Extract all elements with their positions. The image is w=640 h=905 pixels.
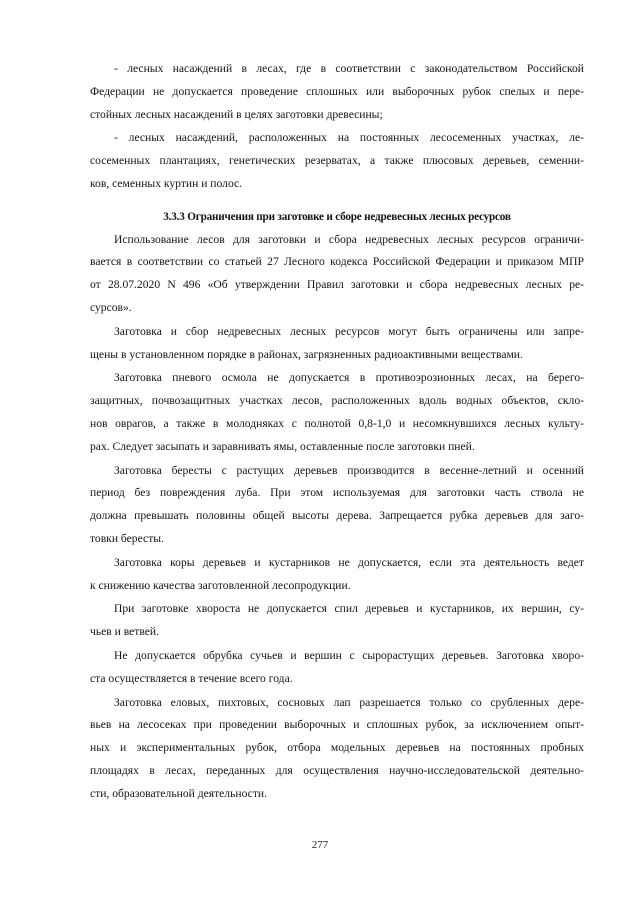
text-line: Заготовка и сбор недревесных лесных ресурсов могут быть ограничены или запре- [114,324,584,338]
text-line: стойных лесных насаждений в целях заготовки древесины; [90,107,383,121]
text-line: нов оврагов, а также в молодняках с полнотой 0,8-1,0 и несомкнувшихся лесных культу- [90,416,584,430]
text-line: Заготовка еловых, пихтовых, сосновых лап разрешается только со срубленных дере- [114,695,584,709]
text-line: от 28.07.2020 N 496 «Об утверждении Правил заготовки и сбора недревесных лесных ре- [90,278,584,292]
text-line: Использование лесов для заготовки и сбора недревесных лесных ресурсов ограничи- [114,232,584,246]
text-line: сурсов». [90,300,132,314]
paragraph-9 [90,645,584,691]
paragraph-8 [90,598,584,644]
section-heading: 3.3.3 Ограничения при заготовке и сборе недревесных лесных ресурсов [163,210,511,223]
text-line: рах. Следует засыпать и заравнивать ямы, оставленные после заготовки пней. [90,439,475,453]
text-line: - лесных насаждений в лесах, где в соответствии с законодательством Российской [114,62,584,75]
text-line: Федерации не допускается проведение сплошных или выборочных рубок спелых и пере- [90,84,584,98]
text-line: щены в установленном порядке в районах, загрязненных радиоактивными веществами. [90,347,523,361]
page-number: 277 [311,839,329,851]
paragraph-7 [90,552,584,598]
paragraph-6 [90,460,584,551]
paragraph-10 [90,692,584,806]
text-line: сосеменных плантациях, генетических резерватах, а также плюсовых деревьев, семенни- [90,154,584,168]
text-line: ных и экспериментальных рубок, отбора модельных деревьев на постоянных пробных [90,741,584,755]
paragraph-4 [90,321,584,367]
document-page [90,58,584,807]
paragraph-1 [90,58,584,126]
text-line: к снижению качества заготовленной лесопродукции. [90,578,351,592]
text-line: чьев и ветвей. [90,625,160,639]
text-line: Заготовка коры деревьев и кустарников не допускается, если эта деятельность ведет [114,555,584,569]
paragraph-2 [90,127,584,195]
text-line: вается в соответствии со статьей 27 Лесного кодекса Российской Федерации и приказом МПР [90,255,584,269]
text-line: - лесных насаждений, расположенных на постоянных лесосеменных участках, ле- [114,131,584,145]
text-line: При заготовке хвороста не допускается спил деревьев и кустарников, их вершин, су- [114,602,584,616]
text-line: Заготовка пневого осмола не допускается в противоэрозионных лесах, на берего- [114,371,584,385]
text-line: ста осуществляется в течение всего года. [90,671,293,685]
paragraph-5 [90,367,584,458]
paragraph-3 [90,229,584,320]
text-line: период без повреждения луба. При этом используемая для заготовки часть ствола не [90,486,584,500]
text-line: защитных, почвозащитных участках лесов, расположенных вдоль водных объектов, скло- [90,394,584,408]
text-line: Не допускается обрубка сучьев и вершин с сырорастущих деревьев. Заготовка хворо- [114,648,584,662]
text-line: товки бересты. [90,531,164,545]
text-line: ков, семенных куртин и полос. [90,176,243,190]
text-line: сти, образовательной деятельности. [90,786,267,800]
text-line: вьев на лесосеках при проведении выборочных и сплошных рубок, за исключением опыт- [90,718,584,732]
text-line: должна превышать половины общей высоты дерева. Запрещается рубка деревьев для заго- [90,509,584,523]
text-line: Заготовка бересты с растущих деревьев производится в весенне-летний и осенний [114,463,584,477]
text-line: площадях в лесах, переданных для осуществления научно-исследовательской деятельно- [90,763,584,777]
